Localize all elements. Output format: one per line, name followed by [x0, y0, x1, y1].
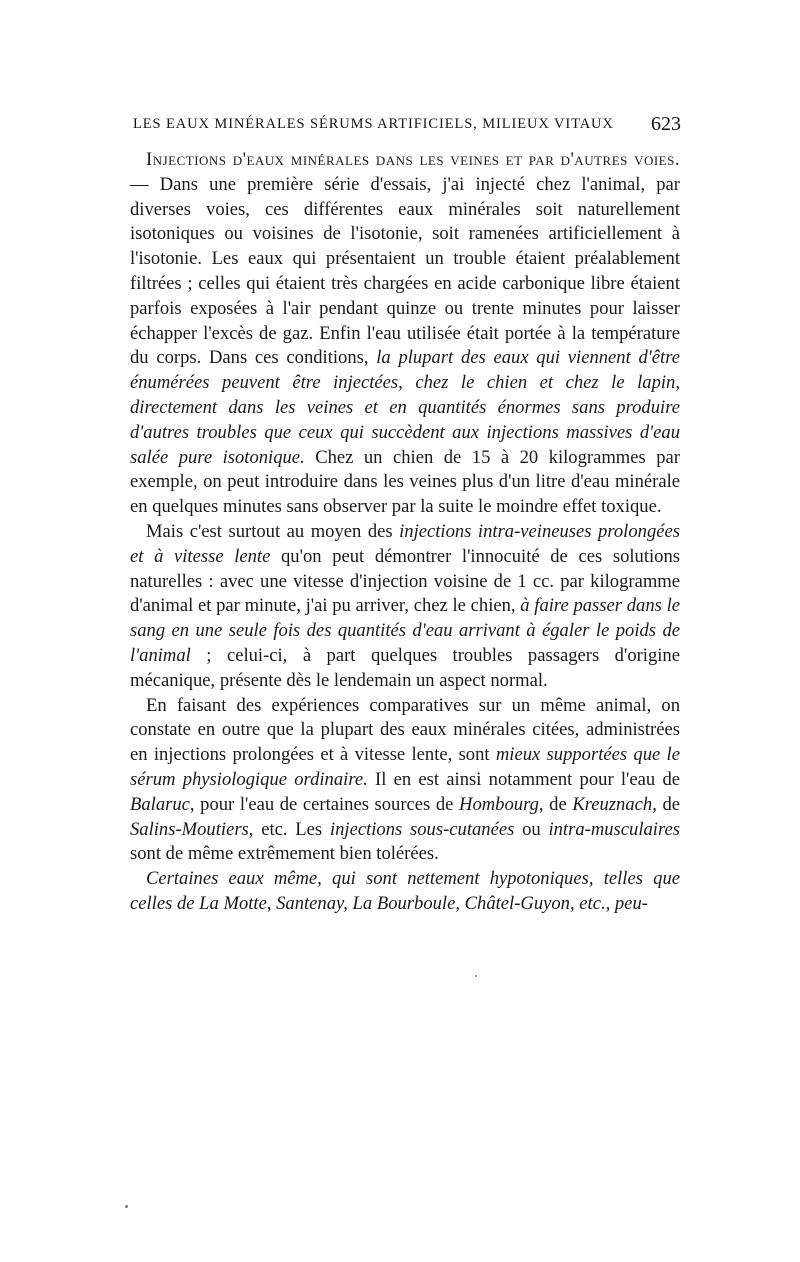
- running-header: [133, 113, 681, 135]
- paragraph-p1: [130, 148, 680, 520]
- text-run: , de: [538, 793, 573, 815]
- text-run: Chez un chien de 15 à 20 kilogrammes par exemple, on peut introduire dans les veines plus d'un litre d'eau minérale en quelques minutes sans observer par la suite le moindre effet toxique.: [130, 446, 680, 518]
- text-run: qu'on peut démontrer l'innocuité de ces solutions naturelles : avec une vitesse d'injection voisine de 1 cc. par kilogramme d'animal et par minute, j'ai pu arriver, chez le chien,: [130, 545, 681, 617]
- italic-text: intra-musculaires: [548, 818, 680, 840]
- body-text: [130, 148, 680, 917]
- text-run: ; celui-ci, à part quelques troubles passagers d'origine mécanique, présente dès le lendemain un aspect normal.: [130, 644, 680, 691]
- italic-text: la plupart des eaux qui viennent d'être énumérées peuvent être injectées, chez le chien et chez le lapin, directement dans les veines et en quantités énormes sans produire d'autres troubles que ceux qui succèdent aux injections massives d'eau salée pure isotonique.: [130, 347, 680, 468]
- paragraph-p4: [130, 867, 680, 917]
- text-run: sont de même extrêmement bien tolérées.: [130, 843, 439, 865]
- text-run: — Dans une première série d'essais, j'ai injecté chez l'animal, par diverses voies, ces différentes eaux minérales soit naturellement isotoniques ou voisines de l'isotonie, soit ramenées artificiellement à l'isotonie. Les eaux qui présentaient un trouble étaient préalablement filtrées ; celles qui étaient très chargées en acide carbonique libre étaient parfois exposées à l'air pendant quinze ou trente minutes pour laisser échapper l'excès de gaz. Enfin l'eau utilisée était portée à la température du corps. Dans ces conditions,: [130, 173, 680, 369]
- italic-text: Certaines eaux même, qui sont nettement hypotoniques, telles que celles de La Motte, Santenay, La Bourboule, Châtel-Guyon, etc., peu-: [130, 868, 680, 914]
- text-run: ou: [514, 818, 549, 840]
- italic-text: mieux supportées que le sérum physiologique ordinaire.: [130, 744, 680, 790]
- text-run: Il en est ainsi notamment pour l'eau de: [367, 768, 680, 790]
- text-run: , etc. Les: [248, 818, 330, 840]
- italic-text: Balaruc: [130, 793, 190, 815]
- paragraph-p3: [130, 694, 680, 868]
- page-number: 623: [651, 113, 681, 135]
- text-run: Mais c'est surtout au moyen des: [146, 520, 400, 542]
- italic-text: Salins-Moutiers: [130, 818, 249, 840]
- running-title: LES EAUX MINÉRALES SÉRUMS ARTIFICIELS, MILIEUX VITAUX: [133, 116, 614, 132]
- text-run: , de: [652, 793, 680, 815]
- italic-text: à faire passer dans le sang en une seule fois des quantités d'eau arrivant à égaler le poids de l'animal: [130, 595, 680, 666]
- text-run: , pour l'eau de certaines sources de: [189, 793, 460, 815]
- italic-text: Kreuznach: [572, 793, 653, 815]
- section-heading: Injections d'eaux minérales dans les veines et par d'autres voies.: [146, 149, 680, 170]
- italic-text: Hombourg: [459, 793, 539, 815]
- paragraph-p2: [130, 520, 680, 694]
- text-run: En faisant des expériences comparatives sur un même animal, on constate en outre que la plupart des eaux minérales citées, administrées en injections prolongées et à vitesse lente, sont: [130, 694, 680, 766]
- italic-text: injections intra-veineuses prolongées et à vitesse lente: [130, 520, 680, 567]
- italic-text: injections sous-cutanées: [329, 818, 515, 840]
